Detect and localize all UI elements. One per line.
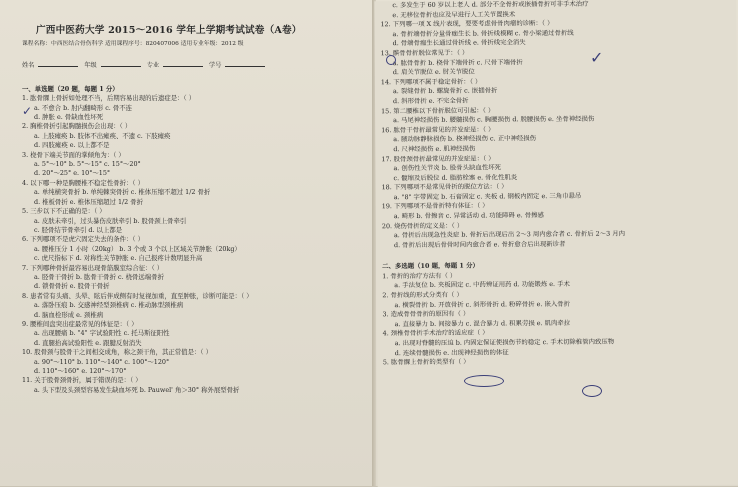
question-stem: 5. 肱骨髁上骨折的类型有（ ）	[382, 357, 470, 367]
section-heading-single-choice: 一、单选题（20 题，每题 1 分）	[22, 84, 119, 93]
question-stem: 17. 股骨颈骨折最常见的并发症是：（ ）	[381, 153, 495, 163]
answer-options: a. 单纯横突骨折 b. 单纯棘突骨折 c. 椎体压缩不超过 1/2 骨折	[34, 188, 211, 197]
left-questions	[22, 94, 366, 395]
answer-options: c. 虎尺指标下 d. 对称性关节肿胀 e. 自己报疼计数明显升高	[34, 254, 203, 263]
question-stem: 6. 下列哪项不是虎穴固定失去的条件：（ ）	[22, 235, 144, 244]
question-stem: 16. 肱骨干骨折最常见的并发症是：（ ）	[381, 125, 495, 134]
answer-options: a. 出现腰痛 b. "4" 字试验阳性 c. 托马斯征阳性	[34, 329, 170, 338]
question-stem: 1. 肱骨髁上骨折如处理不当，后期容易出现的后遗症是：（ ）	[22, 94, 196, 103]
answer-options: a. 不愈合 b. 肘内翻畸形 c. 骨不连	[34, 103, 133, 112]
answer-options: d. 四肢瘫痪 e. 以上都不是	[34, 141, 110, 150]
question-stem: 3. 造成骨骨骨折的原因有（ ）	[382, 309, 470, 319]
question-stem: 1. 骨折的治疗方法有（ ）	[382, 271, 457, 281]
question-stem: 7. 下列哪种骨折最容易出现骨筋膜室综合征：（ ）	[22, 263, 164, 272]
section-heading-multi-choice: 二、多选题（10 题，每题 1 分）	[382, 261, 479, 271]
question-stem: 14. 下列哪项不属于稳定骨折：（ ）	[380, 77, 482, 86]
grade-blank	[101, 61, 141, 67]
answer-options: d. 锁骨骨折 e. 股骨干骨折	[34, 282, 110, 291]
question-stem: 2. 骨折线的形式分类有（ ）	[382, 290, 463, 300]
question-stem: 3. 桡骨下端关节面的掌倾角为：（ ）	[22, 150, 125, 159]
name-label: 姓名	[22, 62, 35, 70]
answer-options: d. 连续骨髓损伤 e. 出现神经损伤的体征	[394, 347, 509, 357]
question-stem: 13. 髌骨骨折脱位常见于：（ ）	[380, 48, 469, 58]
answer-options: a. 畸形 b. 骨擦音 c. 异常活动 d. 功能障碍 e. 骨擦感	[393, 211, 544, 221]
answer-options: a. 头下型及头颈型容易发生缺血坏死 b. Pauwel' 角＞30° 称外展型骨折	[34, 385, 240, 394]
answer-options: a. 手法复位 b. 夹板固定 c. 中药辨证用药 d. 功能锻炼 e. 手术	[394, 280, 570, 290]
answer-options: d. 骨折后出现后骨骨时间内愈合者 e. 骨折愈合后出现新诊者	[393, 239, 566, 249]
answer-options: a. 胫骨干骨折 b. 肱骨干骨折 c. 桡骨远端骨折	[34, 272, 164, 281]
answer-options: d. 斜形骨折 e. 不完全骨折	[392, 96, 469, 106]
question-stem: 9. 腰椎间盘突出症最常见的体征是：（ ）	[22, 319, 138, 328]
answer-options: d. 肩关节脱位 e. 肘关节脱位	[392, 67, 475, 77]
question-stem: 10. 股骨颈与股骨干之间相交成角，称之颈干角，其正常值是：（ ）	[22, 348, 212, 357]
question-stem: 11. 关于股骨颈骨折，属于错误的是：（ ）	[22, 376, 142, 385]
answer-options: a. 出现对脊髓的压迫 b. 内固定保证使损伤节的稳定 c. 手术切除椎管内致压物	[394, 337, 615, 348]
answer-options: a. 创伤性关节炎 b. 股骨头缺血性坏死	[393, 163, 502, 173]
question-stem: 4. 以下哪一种是胸腰椎不稳定性骨折：（ ）	[22, 178, 144, 187]
major-label: 专业	[146, 62, 160, 70]
answer-options: a. 肱骨骨折 b. 桡骨下端骨折 c. 尺骨下端骨折	[392, 57, 523, 67]
major-blank	[163, 61, 203, 67]
name-blank	[38, 61, 78, 67]
question-stem: 19. 下列哪项不是骨折特有体征：（ ）	[381, 201, 489, 211]
answer-options: d. 110°～160° e. 120°～170°	[34, 367, 127, 375]
answer-options: d. 椎板骨折 e. 椎体压缩超过 1/2 骨折	[34, 197, 144, 206]
answer-options: a. 腰椎压分 1 小时（20kg） b. 3 个或 3 个以上区域关节肿胀（20kg）	[34, 244, 241, 253]
answer-options: a. "8" 字带固定 b. 石膏固定 c. 夹板 d. 钢板内固定 e. 三角巾悬吊	[393, 191, 582, 202]
answer-options: d. 脑血栓形成 e. 颈椎病	[34, 310, 104, 319]
id-label: 学号	[209, 62, 222, 70]
question-stem: 5. 三步以下不正确的是：（ ）	[22, 207, 106, 216]
answer-options: a. 落卧压痕 b. 交感神经型颈椎病 c. 椎动脉型颈椎病	[34, 301, 184, 310]
answer-options: a. 骨折端骨折分量骨痂生长 b. 骨折线模糊 c. 骨小梁通过骨折线	[392, 28, 574, 38]
answer-options: c. 多发生于 60 岁以上老人 d. 部分不全骨折或嵌插骨折可非手术治疗	[392, 0, 589, 10]
answer-options: d. 20°～25° e. 10°～15°	[34, 169, 111, 178]
answer-options: a. 横裂骨折 b. 开放骨折 c. 斜形骨折 d. 粉碎骨折 e. 嵌入骨折	[394, 299, 571, 309]
question-stem: 18. 下列哪项不是常见骨折的脱位方法：（ ）	[381, 182, 508, 192]
pen-circle-icon	[582, 385, 602, 397]
question-stem: 2. 胸椎骨折引起胸髓损伤会出现：（ ）	[22, 122, 132, 131]
pen-circle-icon	[464, 375, 504, 387]
student-info-fields	[22, 61, 366, 70]
answer-options: c. 髋缩及后脱位 d. 脂肪栓塞 e. 骨化性肌炎	[393, 172, 518, 182]
answer-options: a. 上肢瘫痪 b. 肢体不出瘫痪、不遗 c. 下肢瘫痪	[34, 131, 171, 140]
question-stem: 8. 患者常有头痛、头晕、眩后伴成侧有时复视加重，直至肿胀，诊断可能是：（ ）	[22, 291, 253, 300]
exam-title: 广西中医药大学 2015～2016 学年上学期考试试卷（A卷）	[36, 25, 302, 36]
answer-options: a. 90°～110° b. 110°～140° c. 100°～120°	[34, 357, 170, 366]
answer-options: d. 肿胀 e. 骨缺血性坏死	[34, 113, 104, 122]
answer-options: a. 马尾神经损伤 b. 腰髓损伤 c. 胸腰损伤 d. 脱腰损伤 e. 坐骨神经损伤	[393, 114, 595, 125]
question-stem: 15. 第二腰椎以下骨折脱位可引起：（ ）	[381, 105, 495, 115]
answer-options: e. 无移位骨折也应及早进行人工关节置换术	[392, 9, 516, 19]
answer-options: a. 直接暴力 b. 间接暴力 c. 混合暴力 d. 积累劳损 e. 肌肉牵拉	[394, 318, 571, 328]
id-blank	[225, 61, 265, 67]
course-meta: 课程名称：中西医结合骨伤科学 适用课程序号：820407006 适用专业年级：2012 级	[22, 41, 244, 47]
answer-options: d. 骨端骨痂生长通过骨折线 e. 骨折线完全消失	[392, 38, 526, 48]
right-questions	[380, 0, 730, 251]
answer-options: a. 裂缝骨折 b. 螺旋骨折 c. 嵌插骨折	[392, 86, 498, 96]
answer-options: c. 胫骨结节骨牵引 d. 以上都是	[34, 225, 123, 234]
answer-options: d. 直腿抬高试验阳性 e. 跟腱反射消失	[34, 338, 142, 347]
pen-mark-icon: ✓	[22, 104, 33, 118]
question-stem: 20. 烧伤骨折的定义是：（ ）	[381, 221, 464, 230]
answer-options: a. 5°～10° b. 5°～15° c. 15°～20°	[34, 160, 141, 169]
grade-label: 年级	[84, 62, 97, 70]
answer-options: a. 骨折后出现急性炎症 b. 骨折后出现后出 2～3 周内愈合者 c. 骨折后 2～3 月内	[393, 229, 626, 240]
right-questions-multi	[382, 270, 731, 368]
pen-circle-icon	[386, 55, 396, 65]
answer-options: a. 腋动脉静脉损伤 b. 桡神经损伤 c. 正中神经损伤	[393, 134, 537, 144]
answer-options: d. 尺神经损伤 e. 肌神经损伤	[393, 144, 476, 154]
question-stem: 4. 颈椎骨骨折手术治疗的适应症（ ）	[382, 328, 489, 338]
right-page	[374, 0, 738, 487]
pen-tick-icon: ✓	[590, 48, 604, 67]
question-stem: 12. 下列哪一项 X 线片表现，要要考虑骨骨肉瘤的诊断：（ ）	[380, 19, 554, 29]
answer-options: a. 皮肤未牵引，过头暴伤皮肤牵引 b. 股骨颈上骨牵引	[34, 216, 187, 225]
